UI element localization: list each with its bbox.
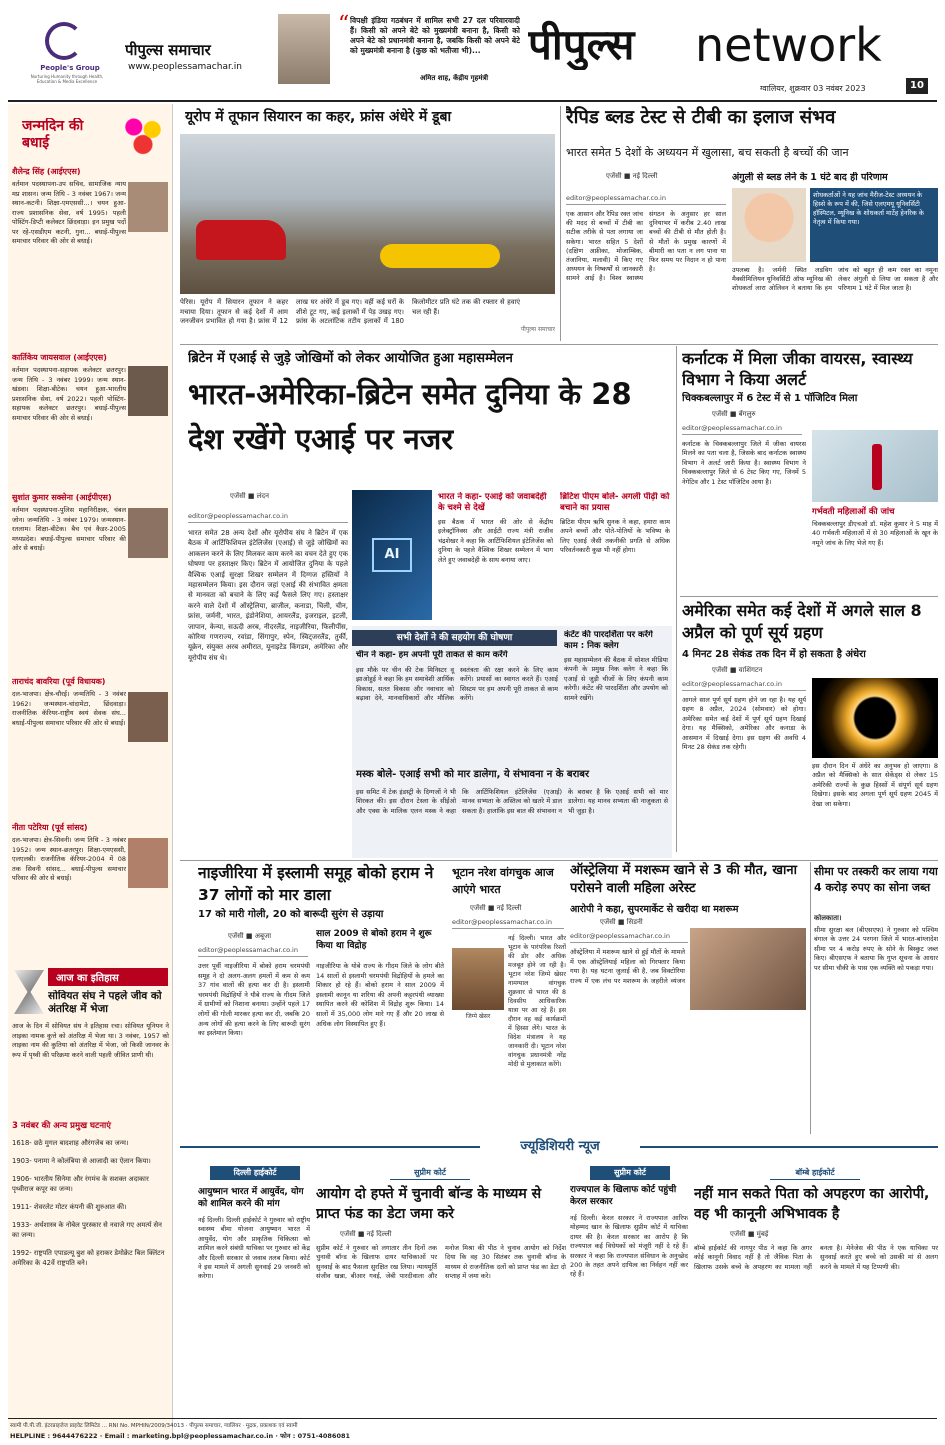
ai-byline: एजेंसी ■ लंदन (230, 492, 270, 500)
gold-byline: कोलकाता। (814, 914, 842, 922)
events-list (12, 1138, 169, 1428)
rescue-boat-icon (380, 244, 500, 268)
ai-chip-illustration (352, 490, 432, 620)
eclipse-body-2: इस दौरान दिन में अंधेरे का अनुभव हो जाएगा। 8 अप्रैल को मैक्सिको के सात सेकेंड्स से लेकर 15 अमेरिकी राज्यों के कुछ हिस्सों में संपूर्ण सूर्य ग्रहण दिखेगा। इसके बाद अगला पूर्ण सूर्य ग्रहण 2045 में देखा जा सकेगा। (812, 762, 938, 808)
australia-byline: एजेंसी ■ सिडनी (600, 918, 643, 926)
arrested-woman-photo (690, 928, 806, 1010)
nigeria-headline: नाइजीरिया में इस्लामी समूह बोको हराम ने 37 लोगों को मार डाला (198, 864, 434, 904)
mosquito-test-photo (812, 430, 938, 502)
sc-bonds-body: सुप्रीम कोर्ट ने गुरुवार को लगातार तीन दिनों तक चुनावी बॉन्ड के खिलाफ दायर याचिकाओं पर सुनवाई के बाद फैसला सुरक्षित रख लिया। न्यायमूर्ति संजीव खन्ना, बीआर गवई, जेबी पारदीवाला और मनोज मिश्रा की पीठ ने चुनाव आयोग को निर्देश दिया कि वह 30 सितंबर तक चुनावी बॉन्ड के माध्यम से राजनीतिक दलों को प्राप्त फंड का डेटा दो सप्ताह में जमा करे। (316, 1244, 566, 1281)
musk-heading: मस्क बोले- एआई सभी को मार डालेगा, ये संभावना न के बराबर (356, 769, 590, 780)
tb-byline: एजेंसी ■ नई दिल्ली (606, 172, 658, 180)
ai-india-heading: भारत ने कहा- एआई को जवाबदेही के चश्मे से देखें (438, 492, 547, 513)
ai-chip-icon: AI (372, 538, 412, 572)
australia-subhead: आरोपी ने कहा, सुपरमार्केट से खरीदा था मशरूम (570, 904, 739, 915)
ai-india-body: इस बैठक में भारत की ओर से केंद्रीय इलेक्ट्रॉनिक्स और आईटी राज्य मंत्री राजीव चंद्रशेखर ने कहा कि आर्टिफिशियल इंटेलिजेंस को दुनिया के पहले वैश्विक शिखर सम्मेलन में भाग लेते हुए जवाबदेही के साथ बनाया जाए। (438, 518, 553, 564)
bhutan-king-photo (452, 948, 504, 1010)
birthday-5-name: नीता पटेरिया (पूर्व सांसद) (12, 823, 88, 832)
event-item: 1911- शेवरलेट मोटर कंपनी की शुरुआत की। (12, 1203, 127, 1211)
eclipse-subhead: 4 मिनट 28 सेकंड तक दिन में हो सकता है अंधेरा (682, 649, 866, 660)
col-divider (810, 862, 811, 1134)
bhutan-email[interactable]: editor@peoplessamachar.co.in (452, 918, 564, 929)
gold-body: सीमा सुरक्षा बल (बीएसएफ) ने गुरुवार को पश्चिम बंगाल के उत्तर 24 परगना जिले में भारत-बांग्लादेश सीमा पर 4 करोड़ रुपए के सोने के बिस्कुट जब्त किए। बीएसएफ ने बताया कि गुप्त सूचना के आधार पर सीमा चौकी के पास एक व्यक्ति को पकड़ा गया। (814, 926, 938, 972)
blood-vial-icon (872, 444, 882, 490)
judiciary-banner: ज्यूडिशियरी न्यूज (480, 1136, 640, 1158)
ai-headline: भारत-अमेरिका-ब्रिटेन समेत दुनिया के 28 देश रखेंगे एआई पर नजर (188, 377, 632, 456)
zika-box-heading: गर्भवती महिलाओं की जांच (812, 507, 895, 517)
brand-english: network (695, 18, 882, 72)
storm-caption: पेरिस। यूरोप में सियारन तूफान ने कहर मचाया दिया। तूफान से कई देशों में आम जनजीवन प्रभावित हो गया है। फ्रांस में 12 लाख घर अंधेरे में डूब गए। वहीं कई घरों के शीशे टूट गए, कई इलाकों में पेड़ उखड़ गए। फ्रांस के अटलांटिक तटीय इलाकों में 180 किलोमीटर प्रति घंटे तक की रफ्तार से हवाएं चल रही हैं। (180, 298, 520, 325)
birthday-3-details: वर्तमान पदस्थापना-पुलिस महानिरीक्षक, चंबल जोन। जन्मतिथि - 3 नवंबर 1979। जन्मस्थान-रतलाम। शिक्षा-बीटेक। बैच एवं कैडर-2005 मध्यप्रदेश। बधाई-पीपुल्स समाचार परिवार की ओर से बधाई। (12, 506, 126, 552)
eclipse-byline: एजेंसी ■ वाशिंगटन (712, 666, 763, 674)
paper-name: पीपुल्स समाचार (125, 41, 211, 59)
birthday-2-details: वर्तमान पदस्थापना-सहायक कलेक्टर छतरपुर। जन्म तिथि - 3 नवंबर 1999। जन्म स्थान-खंडवा। शिक्षा-बीटेक। चयन हुआ-भारतीय प्रशासनिक सेवा, वर्ष 2022। पहली पोस्टिंग-सहायक कलेक्टर छतरपुर। बधाई-पीपुल्स समाचार परिवार की ओर से बधाई। (12, 366, 126, 422)
sc-bonds-tag: सुप्रीम कोर्ट (390, 1166, 470, 1180)
history-headline: सोवियत संघ ने पहले जीव को अंतरिक्ष में भेजा (48, 990, 162, 1015)
solar-eclipse-photo (812, 678, 938, 758)
bhutan-king-caption: जिग्मे खेसर (465, 1013, 491, 1020)
event-item: 1992- राष्ट्रपति एपाडल्यू बुश को हराकर डेमोक्रेट बिल क्लिंटन अमेरिका के 42वें राष्ट्रपति बने। (12, 1249, 165, 1267)
event-item: 1903- पनामा ने कोलंबिया से आजादी का ऐलान किया। (12, 1157, 151, 1165)
bombay-hc-heading: नहीं मान सकते पिता को अपहरण का आरोपी, वह भी कानूनी अभिभावक है (694, 1186, 930, 1222)
nigeria-email[interactable]: editor@peoplessamachar.co.in (198, 946, 308, 957)
delhi-hc-body: नई दिल्ली। दिल्ली हाईकोर्ट ने गुरुवार को राष्ट्रीय स्वास्थ्य बीमा योजना आयुष्मान भारत में आयुर्वेद, योग और प्राकृतिक चिकित्सा को शामिल करने संबंधी याचिका पर गुरुवार को केंद्र और दिल्ली सरकार से जवाब तलब किया। कोर्ट ने इस मामले में अगली सुनवाई 29 जनवरी को करेगा। (198, 1216, 310, 1281)
event-item: 1933- अर्थशास्त्र के नोबेल पुरस्कार से नवाजे गए अमर्त्य सेन का जन्म। (12, 1221, 162, 1239)
birthday-4-photo (128, 692, 168, 742)
col-divider (676, 346, 677, 852)
peoples-group-logo (45, 22, 83, 60)
brand-hindi: पीपुल्स (528, 20, 635, 69)
china-heading: चीन ने कहा- हम अपनी पूरी ताकत से काम करेंगे (356, 650, 508, 660)
eclipse-email[interactable]: editor@peoplessamachar.co.in (682, 680, 806, 691)
birthday-2-name: कार्तिकेय जायसवाल (आईएएस) (12, 353, 107, 362)
amit-shah-photo (278, 14, 330, 84)
footer-contact[interactable]: HELPLINE : 9644476222 · Email : marketing.bpl@peoplessamachar.co.in · फोन : 0751-4086081 (10, 1432, 351, 1440)
bhutan-body: नई दिल्ली। भारत और भूटान के पारंपरिक रिश्तों की डोर और अधिक मजबूत होने जा रही है। भूटान नरेश जिग्मे खेसर नामग्याल वांगचुक शुक्रवार से भारत की 8 दिवसीय आधिकारिक यात्रा पर आ रहे हैं। इस दौरान वह कई कार्यक्रमों में हिस्सा लेंगे। भारत के विदेश मंत्रालय ने यह जानकारी दी। भूटान नरेश वांगचुक प्रधानमंत्री नरेंद्र मोदी से मुलाकात करेंगे। (508, 935, 566, 1068)
masthead (0, 0, 945, 100)
ai-cooperation-box (352, 626, 672, 858)
zika-email[interactable]: editor@peoplessamachar.co.in (682, 424, 802, 435)
birthday-4-name: ताराचंद बावरिया (पूर्व विधायक) (12, 677, 106, 686)
clegg-heading: कंटेंट की पारदर्शिता पर करेंगे काम : निक क्लेग (564, 630, 653, 651)
quote-author: अमित शाह, केंद्रीय गृहमंत्री (420, 74, 489, 82)
cooperation-banner: सभी देशों ने की सहयोग की घोषणा (352, 630, 557, 646)
zika-subhead: चिक्कबल्लापुर में 6 टेस्ट में से 1 पॉजिटिव मिला (682, 393, 858, 404)
footer-rule (8, 1418, 937, 1419)
tb-box-body: शोधकर्ताओं ने यह जांच मैरीज-टेस्ट अध्ययन के हिस्से के रूप में की, जिसे एलएमयू यूनिवर्सिटी हॉस्पिटल, म्यूनिख के शोधकर्ता मार्टेह हेनरिक के नेतृत्व में किया गया। (810, 188, 938, 262)
birthday-5-photo (128, 838, 168, 888)
page-number: 10 (906, 78, 928, 94)
ai-uk-heading: ब्रिटिश पीएम बोले- अगली पीढ़ी को बचाने का प्रयास (560, 492, 670, 513)
left-column (8, 104, 173, 1439)
nigeria-sub-body: नाइजीरिया के योबे राज्य के गीदम जिले के लोग बीते 14 सालों से इस्लामी चरमपंथी विद्रोहियों के हमले का शिकार हो रहे हैं। बोको हराम ने साल 2009 में इस्लामी कानून या शरिया की अपनी कट्टरपंथी व्याख्या स्थापित करने की कोशिश में विद्रोह शुरू किया। 14 सालों में 35,000 लोग मारे गए हैं और 20 लाख से अधिक लोग विस्थापित हुए हैं। (316, 962, 444, 1028)
group-tagline: Nurturing Humanity through Health, Education & Media Excellence (30, 74, 104, 84)
australia-email[interactable]: editor@peoplessamachar.co.in (570, 932, 688, 943)
quote-mark-icon: “ (338, 12, 350, 37)
website[interactable]: www.peoplessamachar.in (128, 62, 242, 72)
sc-kerala-tag: सुप्रीम कोर्ट (590, 1166, 670, 1180)
birthday-3-photo (128, 508, 168, 558)
red-car-icon (196, 220, 286, 260)
storm-credit: पीपुल्स समाचार (520, 326, 555, 333)
delhi-hc-tag: दिल्ली हाईकोर्ट (210, 1166, 300, 1180)
ai-email[interactable]: editor@peoplessamachar.co.in (188, 512, 348, 523)
sc-bonds-byline: एजेंसी ■ नई दिल्ली (340, 1230, 392, 1238)
history-body: आज के दिन में सोवियत संघ ने इतिहास रचा। सोवियत यूनियन ने लाइका नामक कुत्ते को अंतरिक्ष में भेजा था। 3 नवंबर, 1957 को लाइका नाम की कुतिया को अंतरिक्ष में भेजा, जो किसी जानवर के रूप में पृथ्वी की परिक्रमा करने वाली पहली जीवित प्राणी थी। (12, 1022, 169, 1059)
section-rule (180, 344, 938, 345)
bombay-hc-byline: एजेंसी ■ मुंबई (730, 1230, 769, 1238)
tb-headline: रैपिड ब्लड टेस्ट से टीबी का इलाज संभव (566, 107, 836, 128)
history-tab: आज का इतिहास (48, 968, 168, 986)
group-name: People's Group (40, 64, 100, 72)
section-rule (180, 860, 938, 861)
sc-kerala-body: नई दिल्ली। केरल सरकार ने राज्यपाल आरिफ मोहम्मद खान के खिलाफ सुप्रीम कोर्ट में याचिका दायर की है। केरल सरकार का आरोप है कि राज्यपाल कई विधेयकों को मंजूरी नहीं दे रहे हैं। सरकार ने कहा कि राज्यपाल संविधान के अनुच्छेद 200 के तहत अपने दायित्व का निर्वहन नहीं कर रहे हैं। (570, 1214, 688, 1279)
hourglass-icon (14, 970, 44, 1014)
musk-body: इस समिट में टेक इंडस्ट्री के दिग्गजों ने भी शिरकत की। इस दौरान टेस्ला के सीईओ और एक्स के मालिक एलन मस्क ने कहा कि आर्टिफिशियल इंटेलिजेंस (एआई) मानव सभ्यता के अस्तित्व को खतरे में डाल सकता है। हालांकि इस बात की संभावना न के बराबर है कि एआई सभी को मार डालेगा। यह मानव सभ्यता की नाजुकता से भी जुड़ा है। (356, 788, 668, 815)
birthday-1-details: वर्तमान पदस्थापना-उप सचिव, सामाजिक न्याय मप्र शासन। जन्म तिथि - 3 नवंबर 1967। जन्म स्थान-कटनी। शिक्षा-एमएससी...। चयन हुआ-राज्य प्रशासनिक सेवा, वर्ष 1995। पहली पोस्टिंग-डिप्टी कलेक्टर छिंदवाड़ा। इन प्रमुख पदों पर रहे-एसडीएम कटनी, गुना... बधाई-पीपुल्स समाचार परिवार की ओर से बधाई। (12, 180, 126, 245)
clegg-body: इस महासम्मेलन की बैठक में सोशल मीडिया कंपनी के प्रमुख निक क्लेग ने कहा कि एआई से जुड़ी चीजों के लिए कंपनी काम करेगी। कंटेंट की पारदर्शिता और उपयोग को सामने रखेंगे। (564, 656, 668, 702)
bhutan-byline: एजेंसी ■ नई दिल्ली (470, 904, 522, 912)
birthday-title: जन्मदिन की बधाई (22, 118, 84, 151)
birthday-1-name: शैलेन्द्र सिंह (आईएएस) (12, 167, 81, 176)
storm-flood-photo (180, 134, 555, 294)
zika-body: कर्नाटक के चिक्कबल्लापुर जिले में जीका वायरस मिलने का पता चला है, जिसके बाद कर्नाटक स्वास्थ्य विभाग ने अलर्ट जारी किया है। स्वास्थ्य विभाग ने चिक्कबल्लापुर जिले से 6 टेस्ट किए गए, जिनमें 5 नेगेटिव और 1 टेस्ट पॉजिटिव आया है। (682, 440, 806, 486)
birthday-1-photo (128, 182, 168, 232)
storm-headline: यूरोप में तूफान सियारन का कहर, फ्रांस अंधेरे में डूबा (185, 109, 452, 125)
bombay-hc-body: बॉम्बे हाईकोर्ट की नागपुर पीठ ने कहा कि अगर कोई कानूनी विवाद नहीं है तो जैविक पिता के खिलाफ उसके बच्चे के अपहरण का मामला नहीं बनता है। मेनेजेस की पीठ ने एक याचिका पर सुनवाई करते हुए बच्चे को उसकी मां से अलग करने के मामले में यह टिप्पणी की। (694, 1244, 938, 1271)
nigeria-body: उत्तर पूर्वी नाइजीरिया में बोको हराम चरमपंथी समूह ने दो अलग-अलग हमलों में कम से कम 37 गांव वालों की हत्या कर दी है। इस्लामी चरमपंथी विद्रोहियों ने यौबे राज्य के गीदम जिले में ग्रामीणों को निशाना बनाया। उन्होंने पहले 17 लोगों की गोली मारकर हत्या कर दी, जबकि 20 अन्य लोगों की हत्या करने के लिए बारूदी सुरंग का इस्तेमाल किया। (198, 962, 310, 1038)
nigeria-subhead: 17 को मारी गोली, 20 को बारूदी सुरंग से उड़ाया (198, 909, 384, 920)
tb-subhead: भारत समेत 5 देशों के अध्ययन में खुलासा, बच सकती है बच्चों की जान (566, 146, 849, 159)
china-body: इस मौके पर चीन की टेक मिनिस्टर वू झाओहुई ने कहा कि हम समावेशी आर्थिक विकास, सतत विकास और नवाचार को बढ़ावा देने, मानवाधिकारों और मौलिक स्वतंत्रता की रक्षा करने के लिए काम करेंगे। प्रयासों का स्वागत करते हैं। एआई सिस्टम पर हम अपनी पूरी ताकत से काम करेंगे। (356, 666, 558, 703)
event-item: 1906- भारतीय सिनेमा और रंगमंच के सशक्त अदाकार पृथ्वीराज कपूर का जन्म। (12, 1175, 149, 1193)
ai-kicker: ब्रिटेन में एआई से जुड़े जोखिमों को लेकर आयोजित हुआ महासम्मेलन (188, 351, 513, 366)
dateline: ग्वालियर, शुक्रवार 03 नवंबर 2023 (760, 84, 866, 93)
zika-headline: कर्नाटक में मिला जीका वायरस, स्वास्थ्य विभाग ने किया अलर्ट (682, 349, 913, 389)
bombay-hc-tag: बॉम्बे हाईकोर्ट (770, 1166, 860, 1180)
nigeria-byline: एजेंसी ■ अबूजा (228, 932, 272, 940)
sc-kerala-heading: राज्यपाल के खिलाफ कोर्ट पहुंची केरल सरकार (570, 1185, 677, 1207)
australia-body: ऑस्ट्रेलिया में मशरूम खाने से हुई मौतों के मामले में एक ऑस्ट्रेलियाई महिला को गिरफ्तार किया गया है। यह घटना जुलाई की है, जब विक्टोरिया राज्य में एक लंच पर मशरूम के जहरीले व्यंजन (570, 948, 685, 985)
eclipse-body: आगले साल पूर्ण सूर्य ग्रहण होने जा रहा है। यह सूर्य ग्रहण 8 अप्रैल, 2024 (सोमवार) को होगा। अमेरिका समेत कई देशों में पूर्ण सूर्य ग्रहण दिखाई देगा। यह मैक्सिको, अमेरिका और कनाडा के आसमान में दिखाई देगा। इस ग्रहण की अवधि 4 मिनट 28 सेकंड तक रहेगी। (682, 696, 806, 752)
ai-uk-body: ब्रिटिश पीएम ऋषि सुनक ने कहा, हमारा काम अपने बच्चों और पोते-पोतियों के भविष्य के लिए एआई जैसी तकनीकी प्रगति से अधिक परिवर्तनकारी कुछ भी नहीं होगा। (560, 518, 670, 555)
tb-body-2: उपलब्ध है। जर्मनी स्थित लडविग मैक्सीमिलियन यूनिवर्सिटी ऑफ म्यूनिख की शोधकर्ता लारा ओलिवन ने बताया कि हम जांच को बहुत ही कम रक्त का नमूना लेकर अंगुली से लिया जा सकता है और परिणाम 1 घंटे में मिल जाता है। (732, 266, 938, 293)
zika-byline: एजेंसी ■ बेंगलुरु (712, 410, 756, 418)
tb-email[interactable]: editor@peoplessamachar.co.in (566, 194, 726, 205)
events-heading: 3 नवंबर की अन्य प्रमुख घटनाएं (12, 1121, 111, 1131)
tb-body: एक आसान और रैपिड रक्त जांच की मदद से बच्चों में टीबी का सटीक तरीके से पता लगाया जा सकेगा। भारत सहित 5 देशों (दक्षिण अफ्रीका, मोजाम्बिक, तंजानिया, मलावी) में किए गए अध्ययन के निष्कर्षों से जानकारी सामने आई है। विश्व स्वास्थ्य संगठन के अनुसार हर साल दुनियाभर में करीब 2.40 लाख बच्चों की टीबी से मौत होती है। से मौतों के प्रमुख कारणों में बीमारी का पता न लग पाना या फिर समय पर निदान न हो पाना है। (566, 210, 726, 283)
birthday-3-name: सुशांत कुमार सक्सेना (आईपीएस) (12, 493, 112, 502)
nigeria-subheading: साल 2009 से बोको हराम ने शुरू किया था विद्रोह (316, 929, 432, 951)
tb-box-heading: अंगुली से ब्लड लेने के 1 घंटे बाद ही परिणाम (732, 172, 888, 183)
child-finger-photo (732, 188, 806, 262)
australia-headline: ऑस्ट्रेलिया में मशरूम खाने से 3 की मौत, खाना परोसने वाली महिला अरेस्ट (570, 863, 797, 896)
bhutan-headline: भूटान नरेश वांगचुक आज आएंगे भारत (452, 866, 554, 896)
event-item: 1618- छठे मुगल बादशाह औरंगजेब का जन्म। (12, 1139, 129, 1147)
col-divider (560, 106, 561, 341)
birthday-4-details: दल-भाजपा। क्षेत्र-चौरई। जन्मतिथि - 3 नवंबर 1962। जन्मस्थान-चांदामेटा, छिंदवाड़ा। राजनीतिक कॅरियर-राष्ट्रीय स्वयं सेवक संघ... बधाई-पीपुल्स समाचार परिवार की ओर से बधाई। (12, 690, 126, 727)
zika-box-body: चिक्कबल्लापुर डीएचओ डॉ. महेश कुमार ने 5 माह में 40 गर्भवती महिलाओं में से 30 महिलाओं के खून के नमूने जांच के लिए भेजे गए हैं। (812, 520, 938, 547)
birthday-2-photo (128, 366, 168, 416)
flower-bouquet-icon (120, 112, 166, 162)
masthead-rule (8, 100, 937, 102)
gold-headline: सीमा पर तस्करी कर लाया गया 4 करोड़ रुपए का सोना जब्त (814, 865, 938, 894)
eclipse-headline: अमेरिका समेत कई देशों में अगले साल 8 अप्रैल को पूर्ण सूर्य ग्रहण (682, 601, 922, 642)
sc-bonds-heading: आयोग दो हफ्ते में चुनावी बॉन्ड के माध्यम से प्राप्त फंड का डेटा जमा करे (316, 1186, 542, 1222)
headline-quote: विपक्षी इंडिया गठबंधन में शामिल सभी 27 दल परिवारवादी हैं। किसी को अपने बेटे को मुख्यमंत्री बनाना है, किसी को अपने बेटे को प्रधानमंत्री बनाना है, जबकि किसी को अपने बेटे को मुख्यमंत्री बनाना है (कुछ को भतीजा भी)... (350, 16, 520, 55)
birthday-5-details: दल-भाजपा। क्षेत्र-सिवनी। जन्म तिथि - 3 नवंबर 1952। जन्म स्थान-छतरपुर। शिक्षा-एमएससी, एलएलबी। राजनीतिक कॅरियर-2004 में 08 तक सिवनी सांसद... बधाई-पीपुल्स समाचार परिवार की ओर से बधाई। (12, 836, 126, 882)
footer-imprint: स्वामी पी.पी.जी. इंटरप्राइजेज प्राइवेट लिमिटेड ... RNI No. MPHIN/2009/34013 · पीपुल्स समाचार, ग्वालियर · मुद्रक, प्रकाशक एवं स्वामी (10, 1423, 298, 1429)
delhi-hc-heading: आयुष्मान भारत में आयुर्वेद, योग को शामिल करने की मांग (198, 1187, 304, 1209)
section-rule (680, 596, 938, 597)
ai-body: भारत समेत 28 अन्य देशों और यूरोपीय संघ ने ब्रिटेन में एक बैठक में आर्टिफिशियल इंटेलिजेंस (एआई) से जुड़े जोखिमों का आकलन करने के लिए मिलकर काम करने का वचन देते हुए एक घोषणा पर हस्ताक्षर किए। ब्रिटेन में आयोजित दुनिया के पहले वैश्विक एआई सुरक्षा शिखर सम्मेलन में दिग्गज हस्तियों ने महासम्मेलन किया। इस दौरान जहां एआई की संभावित क्षमता से मानवता को बचाने के लिए कई फैसले लिए गए। हस्ताक्षर करने वाले देशों में ऑस्ट्रेलिया, ब्राजील, कनाडा, चिली, चीन, फ्रांस, जर्मनी, भारत, इंडोनेशिया, आयरलैंड, इजराइल, इटली, जापान, केन्या, सऊदी अरब, नीदरलैंड, नाइजीरिया, फिलीपींस, कोरिया गणराज्य, रवांडा, सिंगापुर, स्पेन, स्विट्जरलैंड, तुर्की, यूक्रेन, संयुक्त अरब अमीरात, यूनाइटेड किंगडम, अमेरिका और यूरोपीय संघ थे। (188, 529, 348, 662)
